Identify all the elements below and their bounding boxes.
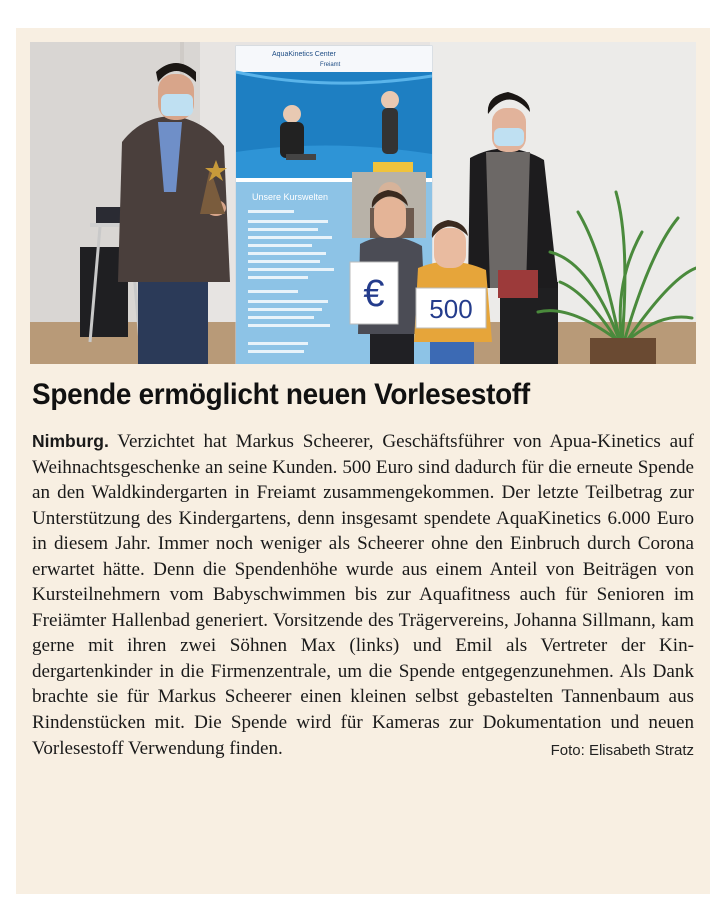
banner-brand-text: AquaKinetics Center	[272, 51, 336, 58]
amount-sign-text: 500	[429, 294, 473, 324]
photo-credit: Foto: Elisabeth Stratz	[550, 741, 694, 759]
article-body-text: Verzichtet hat Markus Scheerer, Geschäftsführer von Apua-Kinetics auf Weihnachtsgeschenke an seine Kunden. 500 Euro sind dadurch für die erneute Spende an den Waldkindergarten in Freiamt zusammengekommen. Der letzte Teilbetrag zur Unterstützung des Kindergartens, denn insgesamt spendete AquaKinetics 6.000 Euro in diesem Jahr. Immer noch weniger als Scheerer ohne den Einbruch durch Corona erwartet hätte. Denn die Spendenhöhe wurde aus einem Anteil von Beiträgen von Kursteilnehmern vom Babyschwimmen bis zur Aquafitness auch für Senioren im Freiämter Hallenbad generiert. Vorsitzende des Trägervereins, Johanna Sillmann, kam gerne mit ihren zwei Söhnen Max (links) und Emil als Vertreter der Kindergartenkinder in die Firmenzentrale, um die Spende entgegenzunehmen. Als Dank brachte sie für Markus Scheerer einen kleinen selbst gebastelten Tannenbaum aus Rindenstücken mit. Die Spende wird für Kameras zur Dokumentation und neuen Vorlesestoff Verwendung finden.	[32, 431, 694, 759]
article-headline: Spende ermöglicht neuen Vorlesestoff	[32, 378, 530, 411]
article-photo	[30, 42, 696, 364]
banner-heading-text: Unsere Kurswelten	[252, 192, 329, 202]
newspaper-clipping	[16, 28, 710, 894]
euro-sign-text: €	[363, 273, 385, 315]
article-body	[32, 429, 694, 763]
banner-sub-text: Freiamt	[320, 62, 341, 68]
photo-illustration	[30, 42, 696, 364]
article-dateline: Nimburg.	[32, 431, 109, 451]
